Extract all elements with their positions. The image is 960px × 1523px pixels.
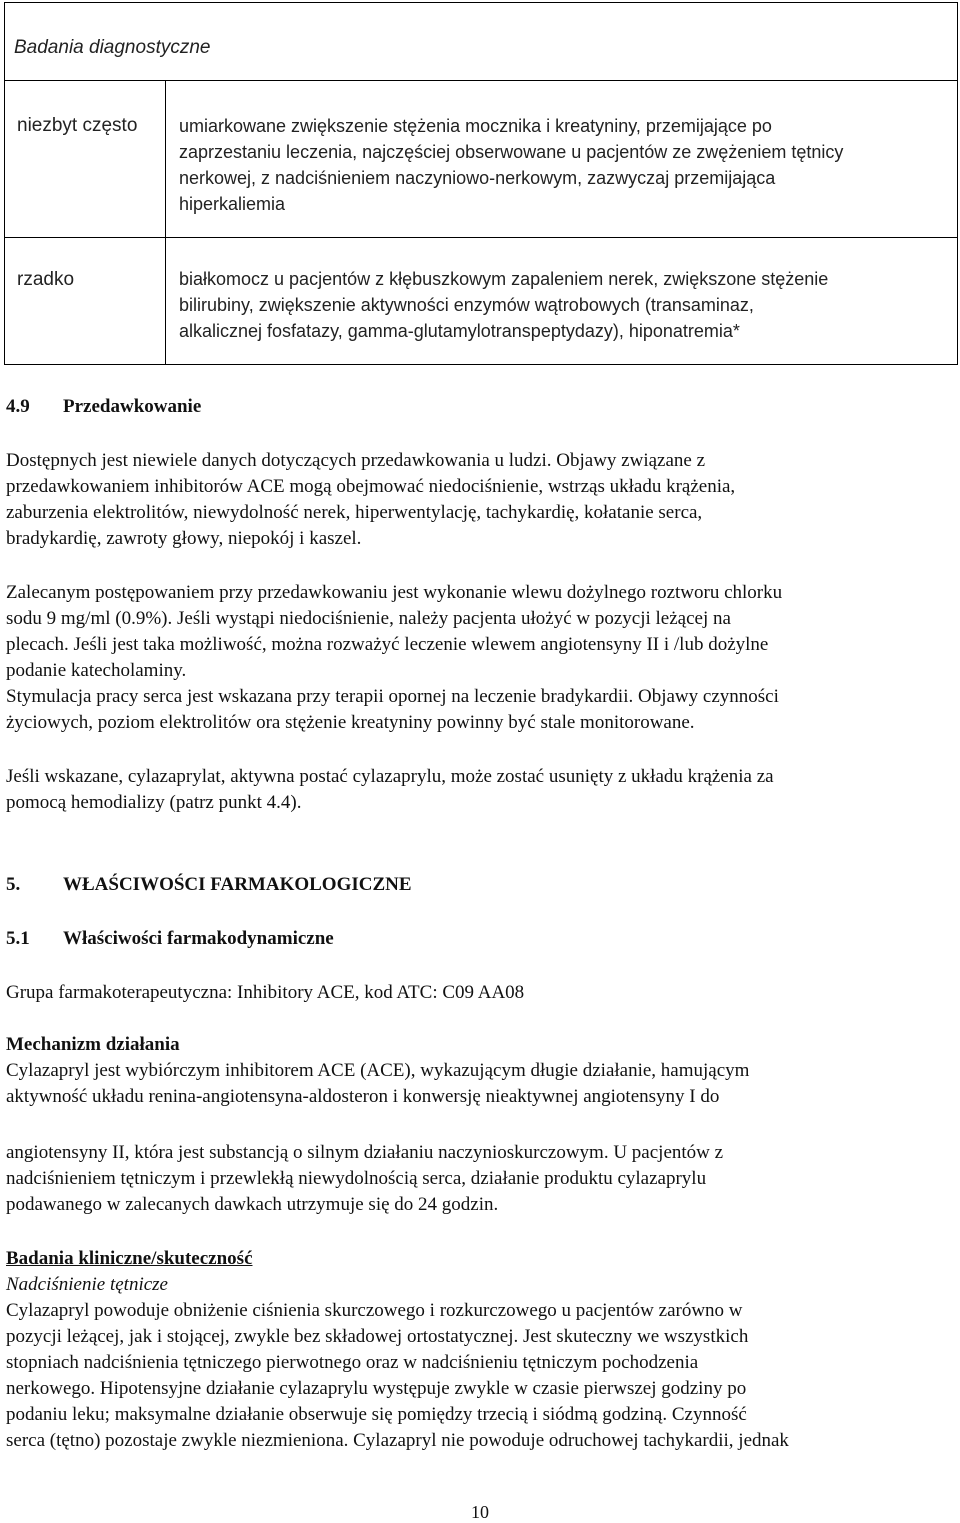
section-number: 5. — [6, 874, 21, 895]
text-line: Cylazapryl powoduje obniżenie ciśnienia skurczowego i rozkurczowego u pacjentów zarówno w — [6, 1300, 743, 1321]
text-line: podawanego w zalecanych dawkach utrzymuje się do 24 godzin. — [6, 1194, 499, 1215]
text-line: Cylazapryl jest wybiórczym inhibitorem ACE (ACE), wykazującym długie działanie, hamującym — [6, 1060, 750, 1081]
text-line: białkomocz u pacjentów z kłębuszkowym zapaleniem nerek, zwiększone stężenie — [179, 269, 829, 289]
text-line: zaprzestaniu leczenia, najczęściej obserwowane u pacjentów ze zwężeniem tętnicy — [179, 142, 844, 162]
mechanism-heading: Mechanizm działania — [6, 1034, 180, 1055]
text-line: nerkowej, z nadciśnieniem naczyniowo-nerkowym, zazwyczaj przemijająca — [179, 168, 776, 188]
table-header: Badania diagnostyczne — [14, 37, 211, 58]
text-line: hiperkaliemia — [179, 194, 286, 214]
text-line: stopniach nadciśnienia tętniczego pierwotnego oraz w nadciśnieniu tętniczym pochodzenia — [6, 1352, 699, 1373]
text-line: życiowych, poziom elektrolitów ora stężenie kreatyniny powinny być stale monitorowane. — [6, 712, 695, 733]
page-number: 10 — [471, 1502, 489, 1522]
mechanism-paragraph-b — [6, 1140, 956, 1218]
description-cell — [179, 113, 949, 217]
text-line: Jeśli wskazane, cylazaprylat, aktywna postać cylazaprylu, może zostać usunięty z układu krążenia za — [6, 766, 774, 787]
table-divider — [5, 237, 957, 238]
description-cell — [179, 266, 949, 344]
text-line: aktywność układu renina-angiotensyna-aldosteron i konwersję nieaktywnej angiotensyny I do — [6, 1086, 720, 1107]
text-line: pozycji leżącej, jak i stojącej, zwykle bez składowej ortostatycznej. Jest skuteczny we wszystkich — [6, 1326, 749, 1347]
overdose-paragraph-3 — [6, 764, 956, 816]
section-number: 5.1 — [6, 928, 30, 949]
text-line: podanie katecholaminy. — [6, 660, 187, 681]
text-line: sodu 9 mg/ml (0.9%). Jeśli wystąpi niedociśnienie, należy pacjenta ułożyć w pozycji leżącej na — [6, 608, 731, 629]
section-title: Właściwości farmakodynamiczne — [63, 928, 334, 949]
text-line: pomocą hemodializy (patrz punkt 4.4). — [6, 792, 302, 813]
text-line: Dostępnych jest niewiele danych dotyczących przedawkowania u ludzi. Objawy związane z — [6, 450, 706, 471]
text-line: plecach. Jeśli jest taka możliwość, można rozważyć leczenie wlewem angiotensyny II i /lub dożylne — [6, 634, 769, 655]
text-line: bradykardię, zawroty głowy, niepokój i kaszel. — [6, 528, 362, 549]
text-line: Stymulacja pracy serca jest wskazana przy terapii opornej na leczenie bradykardii. Objawy czynności — [6, 686, 779, 707]
clinical-heading: Badania kliniczne/skuteczność — [6, 1248, 253, 1269]
mechanism-paragraph-a — [6, 1058, 956, 1110]
clinical-paragraph — [6, 1298, 956, 1454]
text-line: serca (tętno) pozostaje zwykle niezmieniona. Cylazapryl nie powoduje odruchowej tachykardii, jednak — [6, 1430, 789, 1451]
text-line: przedawkowaniem inhibitorów ACE mogą obejmować niedociśnienie, wstrząs układu krążenia, — [6, 476, 736, 497]
section-title: WŁAŚCIWOŚCI FARMAKOLOGICZNE — [63, 874, 412, 895]
text-line: Zalecanym postępowaniem przy przedawkowaniu jest wykonanie wlewu dożylnego roztworu chlorku — [6, 582, 783, 603]
text-line: angiotensyny II, która jest substancją o silnym działaniu naczynioskurczowym. U pacjentów z — [6, 1142, 724, 1163]
text-line: zaburzenia elektrolitów, niewydolność nerek, hiperwentylację, tachykardię, kołatanie serca, — [6, 502, 703, 523]
pharmacotherapeutic-group: Grupa farmakoterapeutyczna: Inhibitory ACE, kod ATC: C09 AA08 — [6, 982, 525, 1003]
table-divider — [5, 80, 957, 81]
section-heading-5-1 — [6, 926, 956, 952]
section-title: Przedawkowanie — [63, 396, 202, 417]
text-line: alkalicznej fosfatazy, gamma-glutamylotranspeptydazy), hiponatremia* — [179, 321, 740, 341]
section-number: 4.9 — [6, 396, 30, 417]
text-line: podaniu leku; maksymalne działanie obserwuje się pomiędzy trzecią i siódmą godziną. Czynność — [6, 1404, 747, 1425]
frequency-cell: niezbyt często — [17, 115, 138, 136]
overdose-paragraph-1 — [6, 448, 956, 552]
frequency-cell: rzadko — [17, 269, 75, 290]
text-line: umiarkowane zwiększenie stężenia mocznika i kreatyniny, przemijające po — [179, 116, 772, 136]
text-line: nadciśnieniem tętniczym i przewlekłą niewydolnością serca, działanie produktu cylazaprylu — [6, 1168, 707, 1189]
table-column-divider — [165, 80, 166, 364]
section-heading-4-9 — [6, 394, 956, 420]
text-line: nerkowego. Hipotensyjne działanie cylazaprylu występuje zwykle w czasie pierwszej godziny po — [6, 1378, 747, 1399]
text-line: bilirubiny, zwiększenie aktywności enzymów wątrobowych (transaminaz, — [179, 295, 754, 315]
clinical-subheading: Nadciśnienie tętnicze — [6, 1274, 168, 1295]
overdose-paragraph-2 — [6, 580, 956, 736]
adverse-effects-table — [4, 2, 958, 365]
section-heading-5 — [6, 872, 956, 898]
